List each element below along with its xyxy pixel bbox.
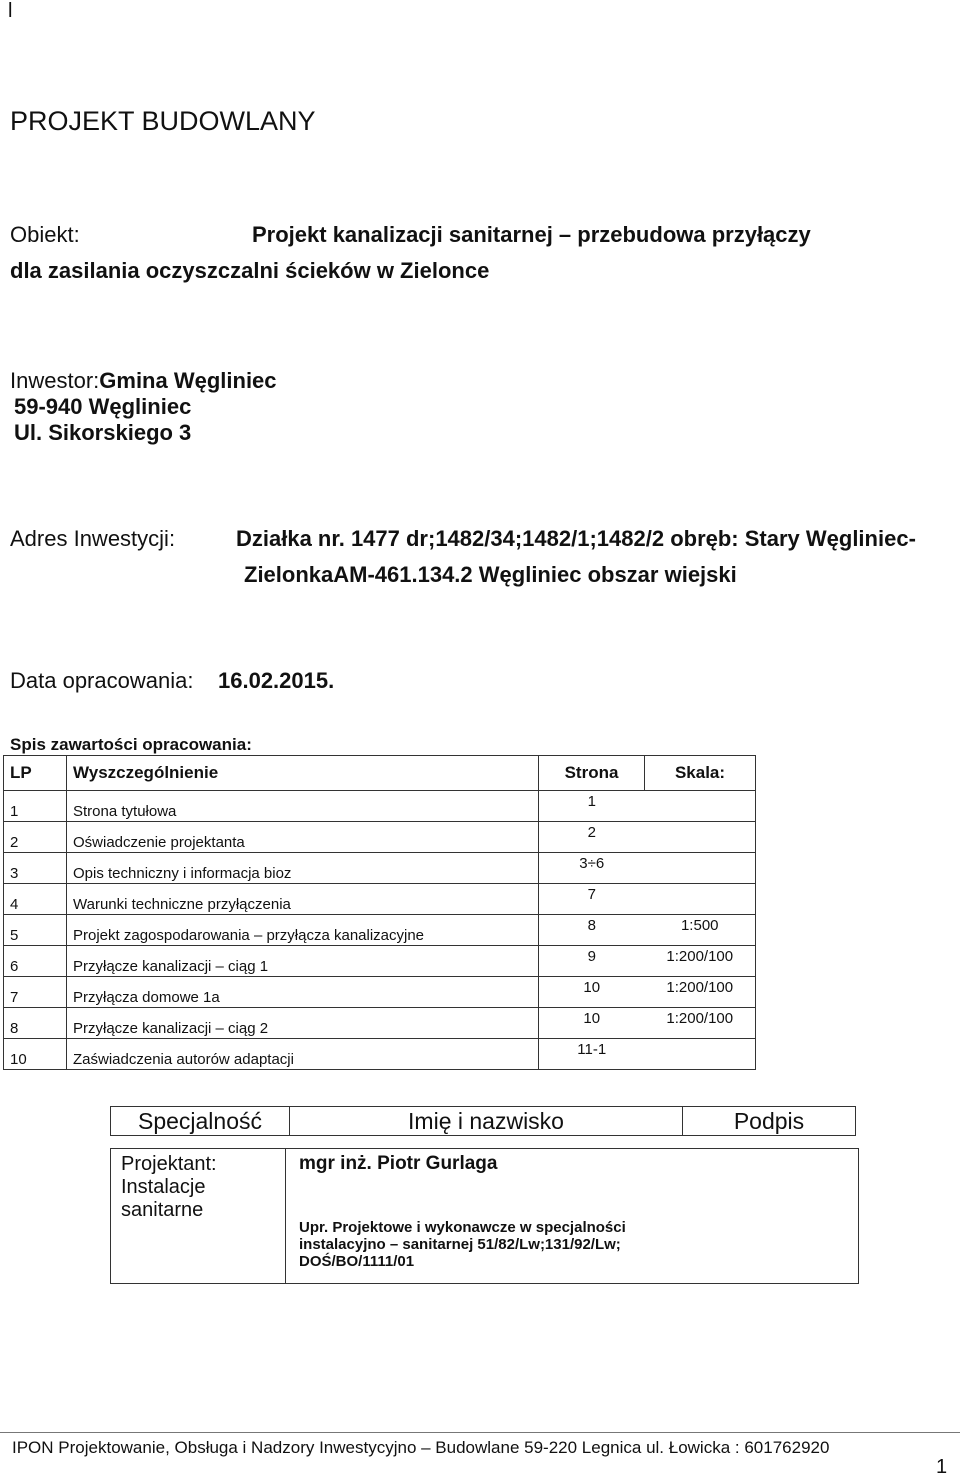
table-row xyxy=(4,946,756,977)
table-row xyxy=(4,1008,756,1039)
row-description: Przyłącza domowe 1a xyxy=(67,977,539,1008)
row-page: 10 xyxy=(539,1008,645,1039)
table-row xyxy=(4,915,756,946)
header-podpis: Podpis xyxy=(683,1107,856,1136)
row-description: Zaświadczenia autorów adaptacji xyxy=(67,1039,539,1070)
row-lp: 10 xyxy=(4,1039,67,1070)
role-line: Instalacje xyxy=(121,1176,206,1198)
contents-header-row xyxy=(4,756,756,791)
footer-divider xyxy=(0,1432,960,1433)
page-marker: l xyxy=(8,0,13,22)
obiekt-label: Obiekt: xyxy=(10,222,80,247)
row-page: 9 xyxy=(539,946,645,977)
row-scale: 1:500 xyxy=(645,915,756,946)
row-lp: 6 xyxy=(4,946,67,977)
row-description: Oświadczenie projektanta xyxy=(67,822,539,853)
inwestor-label: Inwestor: xyxy=(10,368,100,393)
license-line: Upr. Projektowe i wykonawcze w specjalności xyxy=(299,1219,626,1236)
obiekt-line-1: Projekt kanalizacji sanitarnej – przebudowa przyłączy xyxy=(252,222,811,247)
row-lp: 3 xyxy=(4,853,67,884)
license-line: instalacyjno – sanitarnej 51/82/Lw;131/92/Lw; xyxy=(299,1236,621,1253)
inwestor-name: Gmina Węgliniec xyxy=(99,368,277,393)
row-lp: 7 xyxy=(4,977,67,1008)
header-description: Wyszczególnienie xyxy=(67,756,539,791)
page-number: 1 xyxy=(936,1456,948,1478)
row-page: 1 xyxy=(539,791,645,822)
row-description: Przyłącze kanalizacji – ciąg 2 xyxy=(67,1008,539,1039)
row-lp: 8 xyxy=(4,1008,67,1039)
row-lp: 1 xyxy=(4,791,67,822)
license-line: DOŚ/BO/1111/01 xyxy=(299,1253,415,1270)
row-page: 3÷6 xyxy=(539,853,645,884)
row-scale xyxy=(645,822,756,853)
document-title: PROJEKT BUDOWLANY xyxy=(10,106,316,136)
row-page: 7 xyxy=(539,884,645,915)
table-row xyxy=(4,884,756,915)
row-scale: 1:200/100 xyxy=(645,946,756,977)
row-description: Opis techniczny i informacja bioz xyxy=(67,853,539,884)
row-scale xyxy=(645,884,756,915)
footer-text: IPON Projektowanie, Obsługa i Nadzory Inwestycyjno – Budowlane 59-220 Legnica ul. Łowicka : 601762920 xyxy=(12,1438,830,1457)
row-description: Projekt zagospodarowania – przyłącza kanalizacyjne xyxy=(67,915,539,946)
table-row xyxy=(4,822,756,853)
row-scale: 1:200/100 xyxy=(645,977,756,1008)
spis-heading: Spis zawartości opracowania: xyxy=(10,735,252,754)
data-opracowania-value: 16.02.2015. xyxy=(218,668,335,693)
data-opracowania-label: Data opracowania: xyxy=(10,668,194,693)
designer-name: mgr inż. Piotr Gurlaga xyxy=(299,1153,498,1174)
table-row xyxy=(4,1039,756,1070)
header-lp: LP xyxy=(4,756,67,791)
row-description: Strona tytułowa xyxy=(67,791,539,822)
specialization-header-row xyxy=(111,1107,856,1136)
inwestor-line-2: 59-940 Węgliniec xyxy=(14,394,192,419)
adres-line-1: Działka nr. 1477 dr;1482/34;1482/1;1482/2 obręb: Stary Węgliniec- xyxy=(236,526,916,551)
role-line: Projektant: xyxy=(121,1153,217,1175)
row-scale xyxy=(645,1039,756,1070)
contents-table xyxy=(3,755,756,1070)
row-page: 8 xyxy=(539,915,645,946)
table-row xyxy=(4,791,756,822)
header-page: Strona xyxy=(539,756,645,791)
inwestor-line-3: Ul. Sikorskiego 3 xyxy=(14,420,192,445)
table-row xyxy=(4,853,756,884)
role-line: sanitarne xyxy=(121,1199,204,1221)
obiekt-line-2: dla zasilania oczyszczalni ścieków w Zielonce xyxy=(10,258,490,283)
row-scale: 1:200/100 xyxy=(645,1008,756,1039)
row-page: 11-1 xyxy=(539,1039,645,1070)
row-scale xyxy=(645,791,756,822)
role-cell xyxy=(111,1149,286,1283)
inwestor-line-1 xyxy=(10,368,277,394)
specialization-header-table xyxy=(110,1106,856,1136)
header-specjalnosc: Specjalność xyxy=(111,1107,290,1136)
header-imie-nazwisko: Imię i nazwisko xyxy=(290,1107,683,1136)
row-scale xyxy=(645,853,756,884)
row-description: Warunki techniczne przyłączenia xyxy=(67,884,539,915)
specialization-body xyxy=(110,1148,859,1284)
row-page: 10 xyxy=(539,977,645,1008)
row-lp: 4 xyxy=(4,884,67,915)
table-row xyxy=(4,977,756,1008)
adres-line-2: ZielonkaAM-461.134.2 Węgliniec obszar wiejski xyxy=(244,562,737,587)
row-lp: 5 xyxy=(4,915,67,946)
header-scale: Skala: xyxy=(645,756,756,791)
row-page: 2 xyxy=(539,822,645,853)
adres-label: Adres Inwestycji: xyxy=(10,526,176,551)
license-info xyxy=(299,1219,626,1270)
row-lp: 2 xyxy=(4,822,67,853)
row-description: Przyłącze kanalizacji – ciąg 1 xyxy=(67,946,539,977)
